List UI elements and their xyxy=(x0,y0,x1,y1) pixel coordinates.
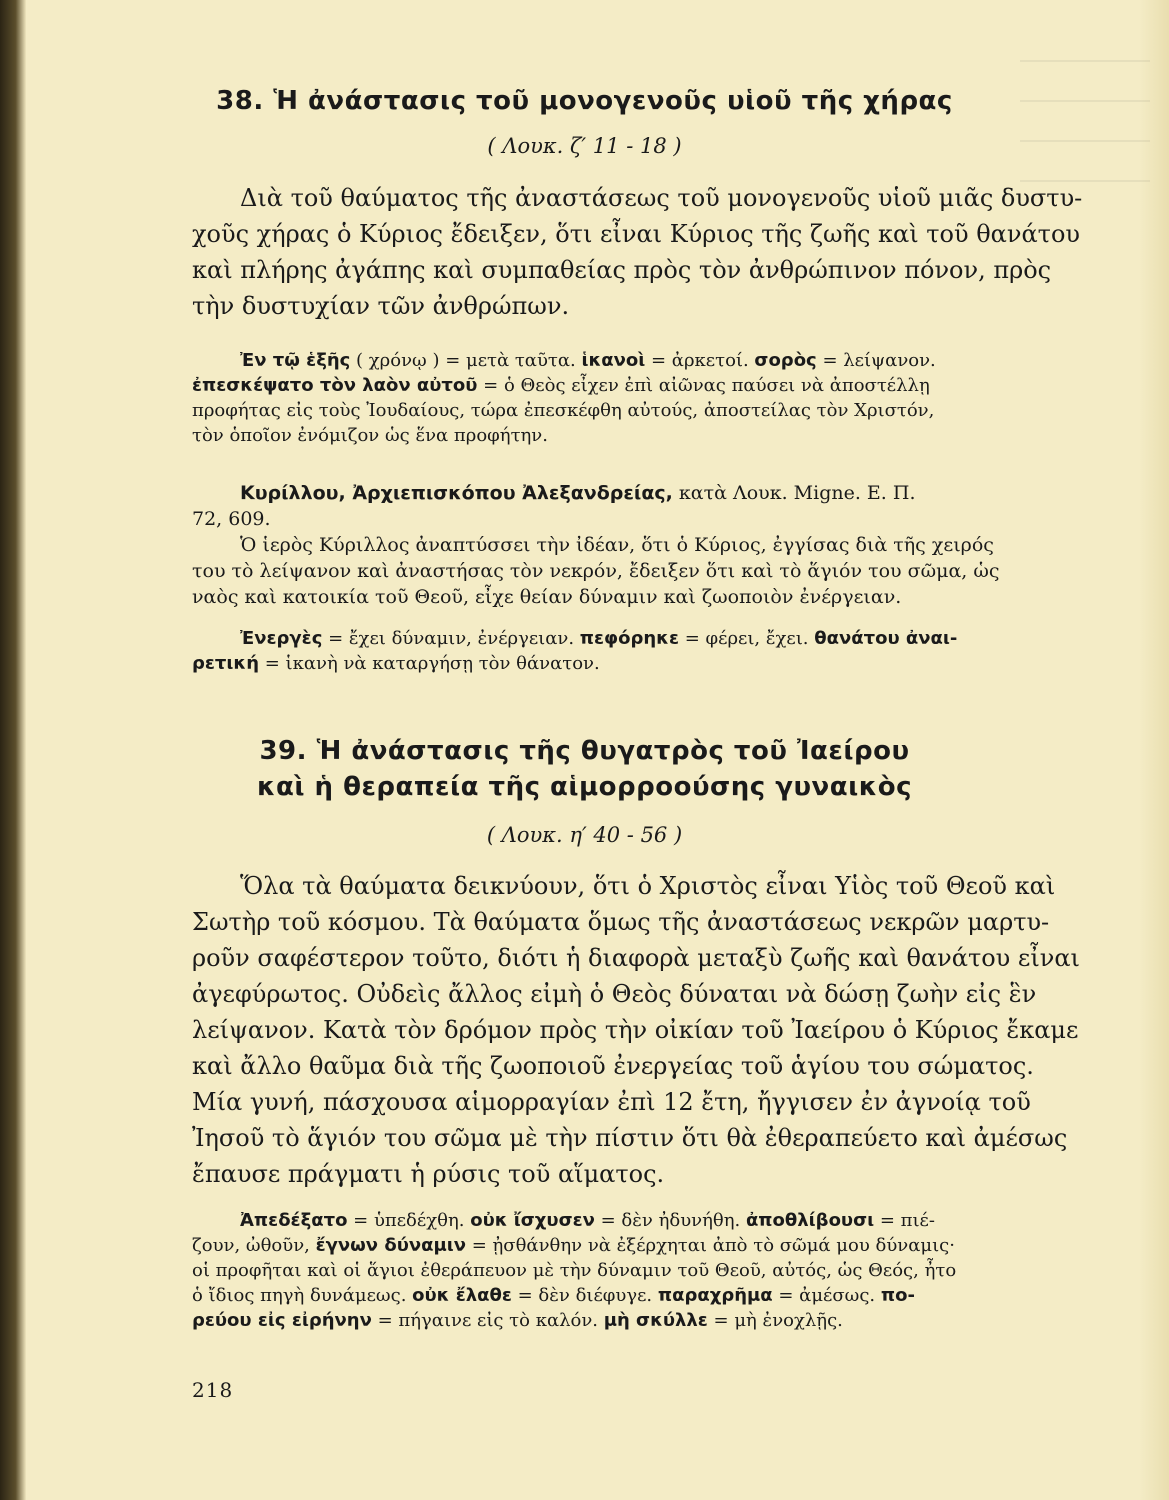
glossary-term: ρεύου εἰς εἰρήνην xyxy=(192,1310,372,1331)
section-39-title-line-1: 39. Ἡ ἀνάστασις τῆς θυγατρὸς τοῦ Ἰαείρου xyxy=(259,736,910,766)
glossary-def: = ὑπεδέχθη. xyxy=(347,1210,471,1231)
glossary-line xyxy=(192,1308,1040,1333)
glossary-def: = ἀρκετοί. xyxy=(645,350,755,371)
commentary-line: Ὁ ἱερὸς Κύριλλος ἀναπτύσσει τὴν ἰδέαν, ὅτι ὁ Κύριος, ἐγγίσας διὰ τῆς χειρός xyxy=(240,534,994,556)
page-number: 218 xyxy=(192,1378,234,1402)
glossary-term: Ἐν τῷ ἑξῆς xyxy=(240,350,351,371)
glossary-def: = ἀμέσως. xyxy=(772,1285,881,1306)
glossary-term: ἀποθλίβουσι xyxy=(745,1210,875,1231)
glossary-def: = ἱκανὴ νὰ καταργήσῃ τὸν θάνατον. xyxy=(259,653,600,674)
paragraph-line: καὶ πλήρης ἀγάπης καὶ συμπαθείας πρὸς τὸν ἀνθρώπινον πόνον, πρὸς xyxy=(192,256,1052,284)
glossary-term: Ἀπεδέξατο xyxy=(240,1210,348,1231)
glossary-line xyxy=(192,651,1040,676)
paragraph-line: ἔπαυσε πράγματι ἡ ρύσις τοῦ αἵματος. xyxy=(192,1160,665,1188)
glossary-line: τὸν ὁποῖον ἐνόμιζον ὡς ἕνα προφήτην. xyxy=(192,425,548,446)
glossary-def: = μὴ ἐνοχλῇς. xyxy=(707,1310,843,1331)
glossary-term: ἔγνων δύναμιν xyxy=(315,1235,466,1256)
paragraph-line: λείψανον. Κατὰ τὸν δρόμον πρὸς τὴν οἰκίαν τοῦ Ἰαείρου ὁ Κύριος ἔκαμε xyxy=(192,1016,1079,1044)
glossary-def: = δὲν ἠδυνήθη. xyxy=(594,1210,746,1231)
source-line: 72, 609. xyxy=(192,508,271,530)
paragraph-line: Μία γυνή, πάσχουσα αἱμορραγίαν ἐπὶ 12 ἔτη, ἤγγισεν ἐν ἀγνοίᾳ τοῦ xyxy=(192,1088,1031,1116)
section-38-glossary-2 xyxy=(192,626,1040,676)
glossary-term: ἐπεσκέψατο τὸν λαὸν αὐτοῦ xyxy=(192,375,478,396)
glossary-term: θανάτου ἀναι- xyxy=(814,628,958,649)
source-line xyxy=(192,480,1040,506)
glossary-term: μὴ σκύλλε xyxy=(603,1310,708,1331)
glossary-term: ρετική xyxy=(192,653,260,674)
glossary-line xyxy=(192,626,1040,651)
glossary-term: παραχρῆμα xyxy=(657,1285,773,1306)
glossary-line xyxy=(192,373,1040,398)
glossary-def: ( χρόνῳ ) = μετὰ ταῦτα. xyxy=(350,350,582,371)
section-39-paragraph xyxy=(192,868,1080,1192)
paragraph-line: Σωτὴρ τοῦ κόσμου. Τὰ θαύματα ὅμως τῆς ἀναστάσεως νεκρῶν μαρτυ- xyxy=(192,908,1050,936)
commentary-line: του τὸ λείψανον καὶ ἀναστήσας τὸν νεκρόν, ἔδειξεν ὅτι καὶ τὸ ἅγιόν του σῶμα, ὡς xyxy=(192,560,1000,582)
section-38-title: 38. Ἡ ἀνάστασις τοῦ μονογενοῦς υἱοῦ τῆς χήρας xyxy=(216,86,953,116)
glossary-def: = ὁ Θεὸς εἶχεν ἐπὶ αἰῶνας παύσει νὰ ἀποστέλλῃ xyxy=(477,375,930,396)
glossary-def: = δὲν διέφυγε. xyxy=(511,1285,658,1306)
glossary-line: προφήτας εἰς τοὺς Ἰουδαίους, τώρα ἐπεσκέφθη αὐτούς, ἀποστείλας τὸν Χριστόν, xyxy=(192,400,935,421)
paragraph-line: χοῦς χήρας ὁ Κύριος ἔδειξεν, ὅτι εἶναι Κύριος τῆς ζωῆς καὶ τοῦ θανάτου xyxy=(192,220,1080,248)
glossary-def: ζουν, ὠθοῦν, xyxy=(192,1235,316,1256)
glossary-def: = λείψανον. xyxy=(816,350,936,371)
section-38-commentary xyxy=(192,480,1040,610)
section-39-glossary xyxy=(192,1208,1040,1333)
glossary-line xyxy=(192,1233,1040,1258)
glossary-term: οὐκ ἔλαθε xyxy=(412,1285,512,1306)
glossary-def: = ἔχει δύναμιν, ἐνέργειαν. xyxy=(322,628,580,649)
source-author: Κυρίλλου, Ἀρχιεπισκόπου Ἀλεξανδρείας, xyxy=(240,482,673,504)
section-39-title-line-2: καὶ ἡ θεραπεία τῆς αἱμορροούσης γυναικὸς xyxy=(257,772,912,802)
glossary-line xyxy=(192,1283,1040,1308)
glossary-line xyxy=(192,1208,1040,1233)
paragraph-line: τὴν δυστυχίαν τῶν ἀνθρώπων. xyxy=(192,292,570,320)
section-38-glossary xyxy=(192,348,1040,448)
glossary-def: = ᾐσθάνθην νὰ ἐξέρχηται ἀπὸ τὸ σῶμά μου δύναμις· xyxy=(466,1235,955,1256)
glossary-def: = πήγαινε εἰς τὸ καλόν. xyxy=(371,1310,604,1331)
glossary-def: ὁ ἴδιος πηγὴ δυνάμεως. xyxy=(192,1285,413,1306)
glossary-line xyxy=(192,348,1040,373)
glossary-term: οὐκ ἴσχυσεν xyxy=(470,1210,595,1231)
section-39-reference: ( Λουκ. η′ 40 - 56 ) xyxy=(486,823,683,847)
paragraph-line: Ὅλα τὰ θαύματα δεικνύουν, ὅτι ὁ Χριστὸς εἶναι Υἱὸς τοῦ Θεοῦ καὶ xyxy=(240,872,1056,900)
glossary-term: πεφόρηκε xyxy=(579,628,679,649)
commentary-line: ναὸς καὶ κατοικία τοῦ Θεοῦ, εἶχε θείαν δύναμιν καὶ ζωοποιὸν ἐνέργειαν. xyxy=(192,586,902,608)
glossary-def: = φέρει, ἔχει. xyxy=(679,628,815,649)
paragraph-line: ἀγεφύρωτος. Οὐδεὶς ἄλλος εἰμὴ ὁ Θεὸς δύναται νὰ δώσῃ ζωὴν εἰς ἓν xyxy=(192,980,1037,1008)
glossary-term: Ἐνεργὲς xyxy=(240,628,323,649)
paragraph-line: Ἰησοῦ τὸ ἅγιόν του σῶμα μὲ τὴν πίστιν ὅτι θὰ ἐθεραπεύετο καὶ ἀμέσως xyxy=(192,1124,1068,1152)
section-38-reference: ( Λουκ. ζ′ 11 - 18 ) xyxy=(487,134,682,158)
glossary-term: σορὸς xyxy=(754,350,817,371)
paragraph-line: ροῦν σαφέστερον τοῦτο, διότι ἡ διαφορὰ μεταξὺ ζωῆς καὶ θανάτου εἶναι xyxy=(192,944,1080,972)
glossary-line: οἱ προφῆται καὶ οἱ ἅγιοι ἐθεράπευον μὲ τὴν δύναμιν τοῦ Θεοῦ, αὐτός, ὡς Θεός, ἦτο xyxy=(192,1260,957,1281)
section-38-paragraph xyxy=(192,180,1083,324)
paragraph-line: Διὰ τοῦ θαύματος τῆς ἀναστάσεως τοῦ μονογενοῦς υἱοῦ μιᾶς δυστυ- xyxy=(240,184,1083,212)
glossary-def: = πιέ- xyxy=(874,1210,935,1231)
paragraph-line: καὶ ἄλλο θαῦμα διὰ τῆς ζωοποιοῦ ἐνεργείας τοῦ ἁγίου του σώματος. xyxy=(192,1052,1034,1080)
glossary-term: πο- xyxy=(880,1285,915,1306)
glossary-term: ἱκανοὶ xyxy=(581,350,646,371)
source-ref: κατὰ Λουκ. Migne. Ε. Π. xyxy=(672,482,916,504)
